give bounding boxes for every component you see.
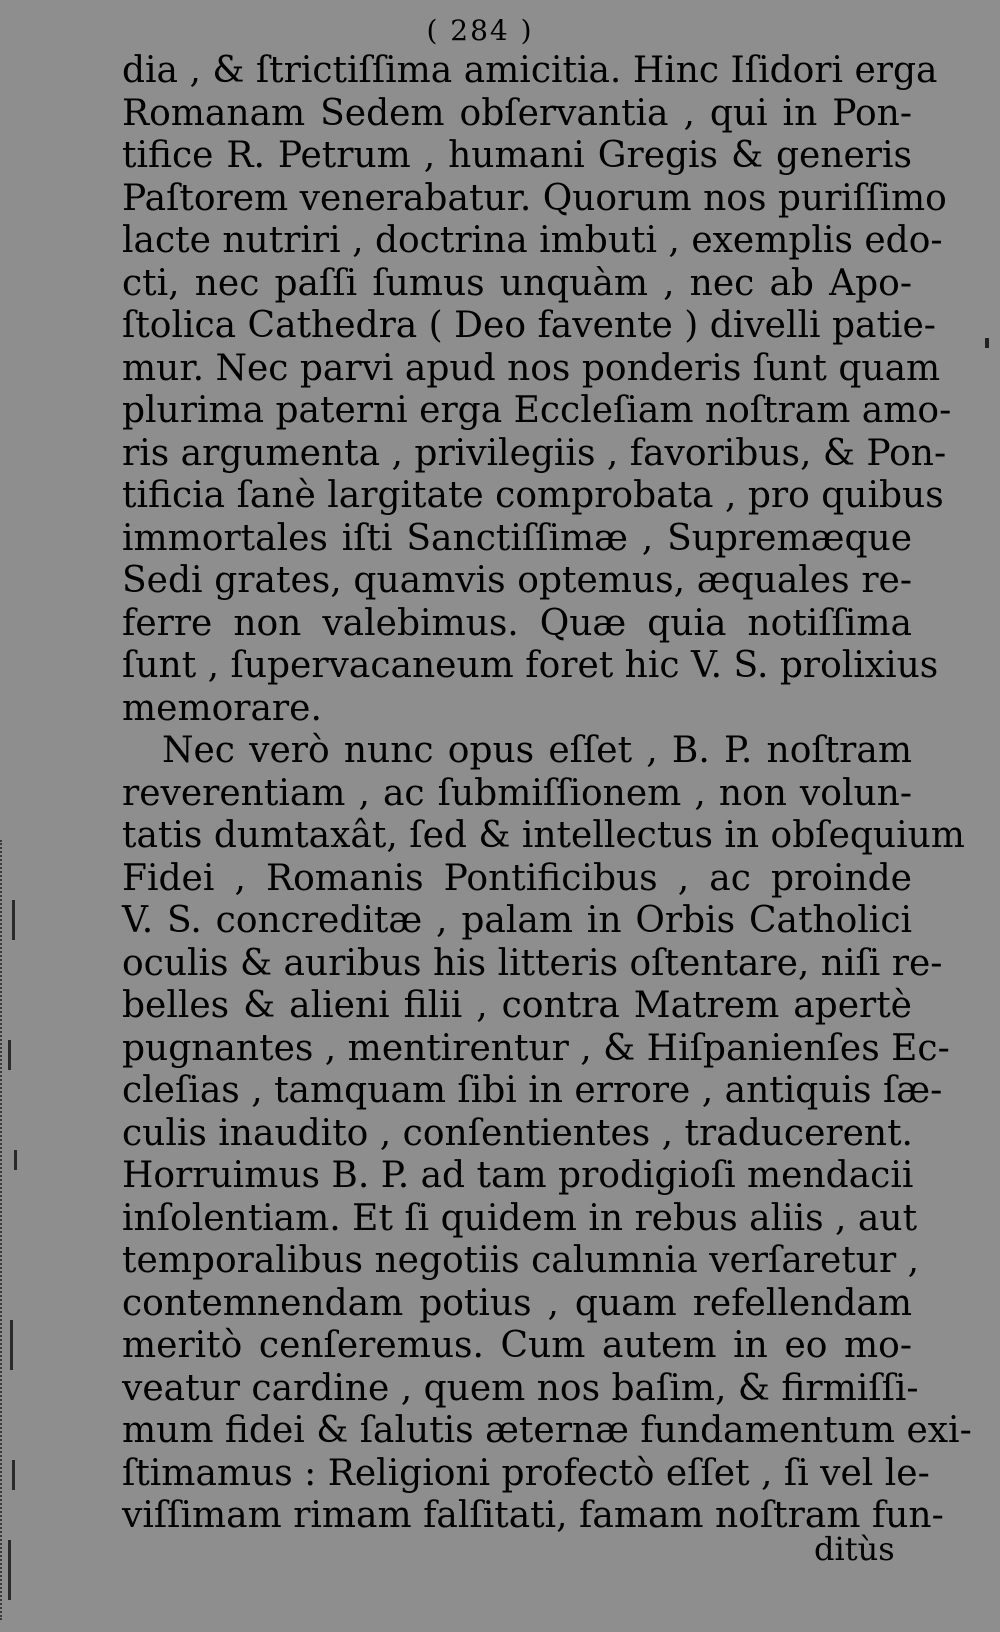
text-line: Romanam Sedem obſervantia , qui in Pon- [122, 92, 912, 134]
text-line: reverentiam , ac ſubmiſſionem , non volun- [122, 772, 912, 814]
text-line: cti, nec paſſi ſumus unquàm , nec ab Apo- [122, 262, 912, 304]
text-line: mur. Nec parvi apud nos ponderis ſunt quam [122, 347, 941, 389]
text-line: viſſimam rimam falſitati, famam noſtram fun- [122, 1495, 944, 1536]
text-line: mum fidei & ſalutis æternæ fundamentum exi- [122, 1410, 972, 1451]
catchword: ditùs [814, 1530, 895, 1568]
text-line: belles & alieni filii , contra Matrem apertè [122, 985, 912, 1026]
text-line: Fidei , Romanis Pontificibus , ac proinde [122, 857, 912, 899]
text-line: ferre non valebimus. Quæ quia notiſſima [122, 602, 912, 644]
text-line-paragraph-end: memorare. [122, 687, 322, 729]
text-line: inſolentiam. Et ſi quidem in rebus aliis , aut [122, 1197, 918, 1239]
text-line: immortales iſti Sanctiſſimæ , Supremæque [122, 517, 912, 559]
binding-edge-marks [0, 840, 26, 1620]
text-line: Sedi grates, quamvis optemus, æquales re- [122, 560, 912, 601]
text-line: ſtimamus : Religioni profectò eſſet , ſi vel le- [122, 1452, 930, 1494]
page-number: ( 284 ) [426, 14, 534, 47]
text-line: veatur cardine , quem nos baſim, & firmiſſi- [122, 1367, 919, 1409]
text-line: oculis & auribus his litteris oſtentare, niſi re- [122, 942, 943, 984]
text-line: culis inaudito , conſentientes , traducerent. [122, 1112, 913, 1154]
text-line: Paſtorem venerabatur. Quorum nos puriſſimo [122, 177, 947, 219]
text-line: meritò cenſeremus. Cum autem in eo mo- [122, 1325, 912, 1366]
text-line: tifice R. Petrum , humani Gregis & generis [122, 135, 912, 176]
text-line: contemnendam potius , quam refellendam [122, 1282, 912, 1324]
text-line: cleſias , tamquam ſibi in errore , antiquis ſæ- [122, 1070, 943, 1111]
text-line: plurima paterni erga Eccleſiam noſtram amo- [122, 390, 952, 431]
text-line: lacte nutriri , doctrina imbuti , exemplis edo- [122, 220, 943, 261]
text-line: pugnantes , mentirentur , & Hiſpanienſes Ec- [122, 1027, 950, 1069]
text-line: V. S. concreditæ , palam in Orbis Catholici [122, 900, 912, 941]
text-line: ſunt , ſupervacaneum foret hic V. S. prolixius [122, 645, 939, 686]
body-text [122, 50, 972, 1538]
stray-mark [985, 338, 989, 348]
text-line: tificia ſanè largitate comprobata , pro quibus [122, 475, 944, 516]
text-line: dia , & ſtrictiſſima amicitia. Hinc Iſidori erga [122, 50, 938, 91]
text-line: Horruimus B. P. ad tam prodigioſi mendacii [122, 1155, 914, 1196]
text-line: temporalibus negotiis calumnia verſaretur , [122, 1240, 920, 1281]
text-line-paragraph-start: Nec verò nunc opus eſſet , B. P. noſtram [162, 730, 912, 771]
text-line: tatis dumtaxât, ſed & intellectus in obſequium [122, 815, 965, 856]
text-line: ris argumenta , privilegiis , favoribus, & Pon- [122, 432, 947, 474]
text-line: ſtolica Cathedra ( Deo favente ) divelli patie- [122, 305, 936, 346]
